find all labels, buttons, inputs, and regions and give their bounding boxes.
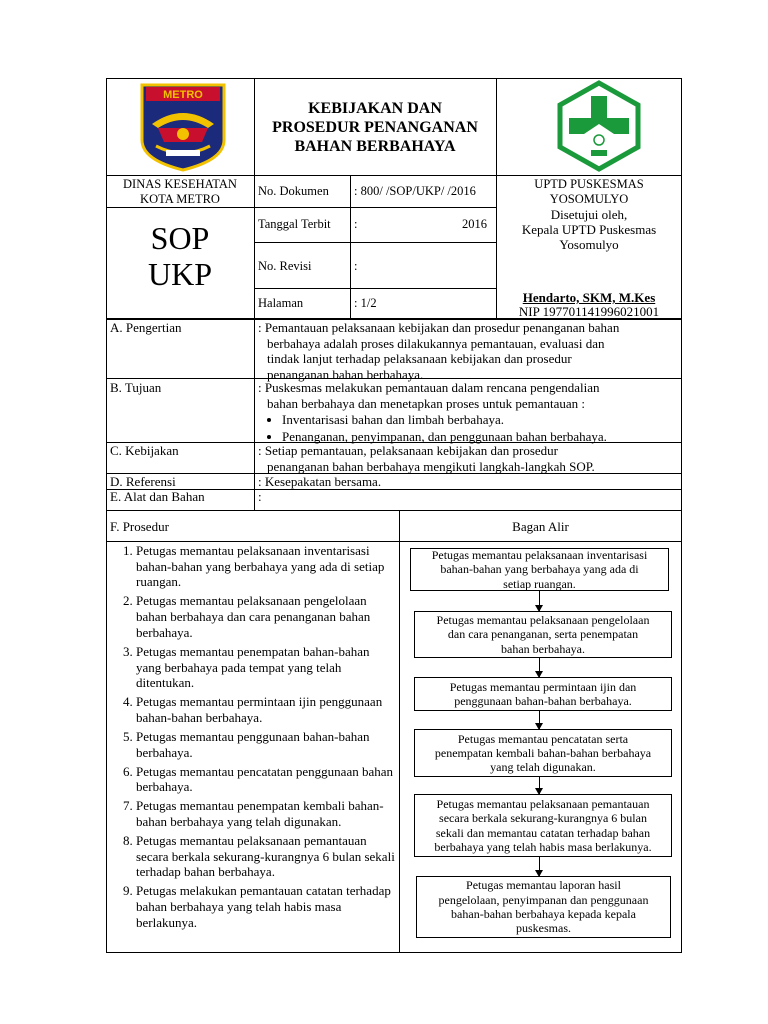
- procedure-step: 7. Petugas memantau penempatan kembali bahan-bahan berbahaya yang telah digunakan.: [136, 798, 398, 829]
- procedure-step: 6. Petugas memantau pencatatan penggunaan bahan berbahaya.: [136, 764, 398, 795]
- puskesmas-logo: [553, 80, 645, 172]
- flow-arrow: [539, 658, 540, 677]
- flow-arrow: [539, 591, 540, 611]
- no-revisi-label: No. Revisi: [258, 259, 312, 273]
- flow-arrow: [539, 777, 540, 794]
- puskesmas-name: UPTD PUSKESMAS YOSOMULYO: [534, 177, 644, 206]
- procedure-step: 4. Petugas memantau permintaan ijin penggunaan bahan-bahan berbahaya.: [136, 694, 398, 725]
- alat-label: E. Alat dan Bahan: [110, 489, 205, 504]
- halaman-label: Halaman: [258, 296, 304, 310]
- flow-box: Petugas memantau pencatatan serta penempatan kembali bahan-bahan berbahaya yang telah digunakan.: [414, 729, 672, 777]
- approval-text: Disetujui oleh, Kepala UPTD Puskesmas Yosomulyo: [521, 207, 657, 252]
- pengertian-label: A. Pengertian: [110, 320, 182, 335]
- flow-box: Petugas memantau pelaksanaan inventarisasi bahan-bahan yang berbahaya yang ada di setiap ruangan.: [410, 548, 669, 591]
- signer-nip: NIP 197701141996021001: [518, 304, 660, 319]
- no-dokumen-label: No. Dokumen: [258, 184, 329, 198]
- flow-arrow: [539, 711, 540, 729]
- procedure-list: [110, 543, 398, 934]
- flow-box: Petugas memantau laporan hasil pengelolaan, penyimpanan dan penggunaan bahan-bahan berbahaya kepada kepala puskesmas.: [416, 876, 671, 938]
- document-title: KEBIJAKAN DAN PROSEDUR PENANGANAN BAHAN BERBAHAYA: [272, 100, 478, 155]
- referensi-label: D. Referensi: [110, 474, 176, 489]
- flow-box: Petugas memantau permintaan ijin dan penggunaan bahan-bahan berbahaya.: [414, 677, 672, 711]
- tujuan-label: B. Tujuan: [110, 380, 162, 395]
- flow-box: Petugas memantau pelaksanaan pemantauan secara berkala sekurang-kurangnya 6 bulan sekali dan memantau catatan terhadap bahan berbahaya yang telah habis masa berlakunya.: [414, 794, 672, 857]
- bagan-alir-label: Bagan Alir: [512, 519, 569, 534]
- flow-arrow: [539, 857, 540, 876]
- no-revisi-value: :: [354, 259, 358, 273]
- procedure-step: 9. Petugas melakukan pemantauan catatan terhadap bahan berbahaya yang telah habis masa berlakunya.: [136, 883, 398, 930]
- alat-value: :: [258, 489, 262, 504]
- dinas-name: DINAS KESEHATAN KOTA METRO: [123, 177, 237, 206]
- halaman-value: : 1/2: [354, 296, 377, 310]
- tanggal-terbit-year: 2016: [462, 217, 487, 231]
- procedure-step: 3. Petugas memantau penempatan bahan-bahan yang berbahaya pada tempat yang telah ditentukan.: [136, 644, 398, 691]
- procedure-step: 2. Petugas memantau pelaksanaan pengelolaan bahan berbahaya dan cara penanganan bahan berbahaya.: [136, 593, 398, 640]
- kebijakan-text: : Setiap pemantauan, pelaksanaan kebijakan dan prosedur penanganan bahan berbahaya mengikuti langkah-langkah SOP.: [258, 443, 595, 474]
- procedure-step: 8. Petugas memantau pelaksanaan pemantauan secara berkala sekurang-kurangnya 6 bulan sekali terhadap bahan berbahaya.: [136, 833, 398, 880]
- procedure-step: 1. Petugas memantau pelaksanaan inventarisasi bahan-bahan yang berbahaya yang ada di setiap ruangan.: [136, 543, 398, 590]
- svg-text:METRO: METRO: [163, 89, 203, 101]
- flow-box: Petugas memantau pelaksanaan pengelolaan dan cara penanganan, serta penempatan bahan berbahaya.: [414, 611, 672, 658]
- no-dokumen-value: : 800/ /SOP/UKP/ /2016: [354, 184, 476, 198]
- tujuan-text: : Puskesmas melakukan pemantauan dalam rencana pengendalian bahan berbahaya dan menetapkan proses untuk pemantauan : • Inventarisasi bahan dan limbah berbahaya. • Penanganan, penyimpanan, dan penggunaan bahan berbahaya.: [258, 380, 680, 445]
- tujuan-bullet: • Penanganan, penyimpanan, dan penggunaan bahan berbahaya.: [282, 428, 680, 445]
- kebijakan-label: C. Kebijakan: [110, 443, 179, 458]
- signer-name: Hendarto, SKM, M.Kes: [522, 290, 656, 305]
- tanggal-terbit-label: Tanggal Terbit: [258, 217, 331, 231]
- tujuan-bullet: • Inventarisasi bahan dan limbah berbahaya.: [282, 411, 680, 428]
- referensi-value: : Kesepakatan bersama.: [258, 474, 382, 489]
- tanggal-terbit-colon: :: [354, 217, 358, 231]
- sop-ukp-label: SOP UKP: [147, 220, 212, 292]
- procedure-step: 5. Petugas memantau penggunaan bahan-bahan berbahaya.: [136, 729, 398, 760]
- pengertian-text: : Pemantauan pelaksanaan kebijakan dan prosedur penanganan bahan berbahaya adalah proses dilakukannya pemantauan, evaluasi dan tindak lanjut terhadap pelaksanaan kebijakan dan prosedur penanganan bahan berbahaya.: [258, 320, 620, 382]
- kota-metro-logo: [138, 82, 228, 172]
- prosedur-label: F. Prosedur: [110, 519, 169, 534]
